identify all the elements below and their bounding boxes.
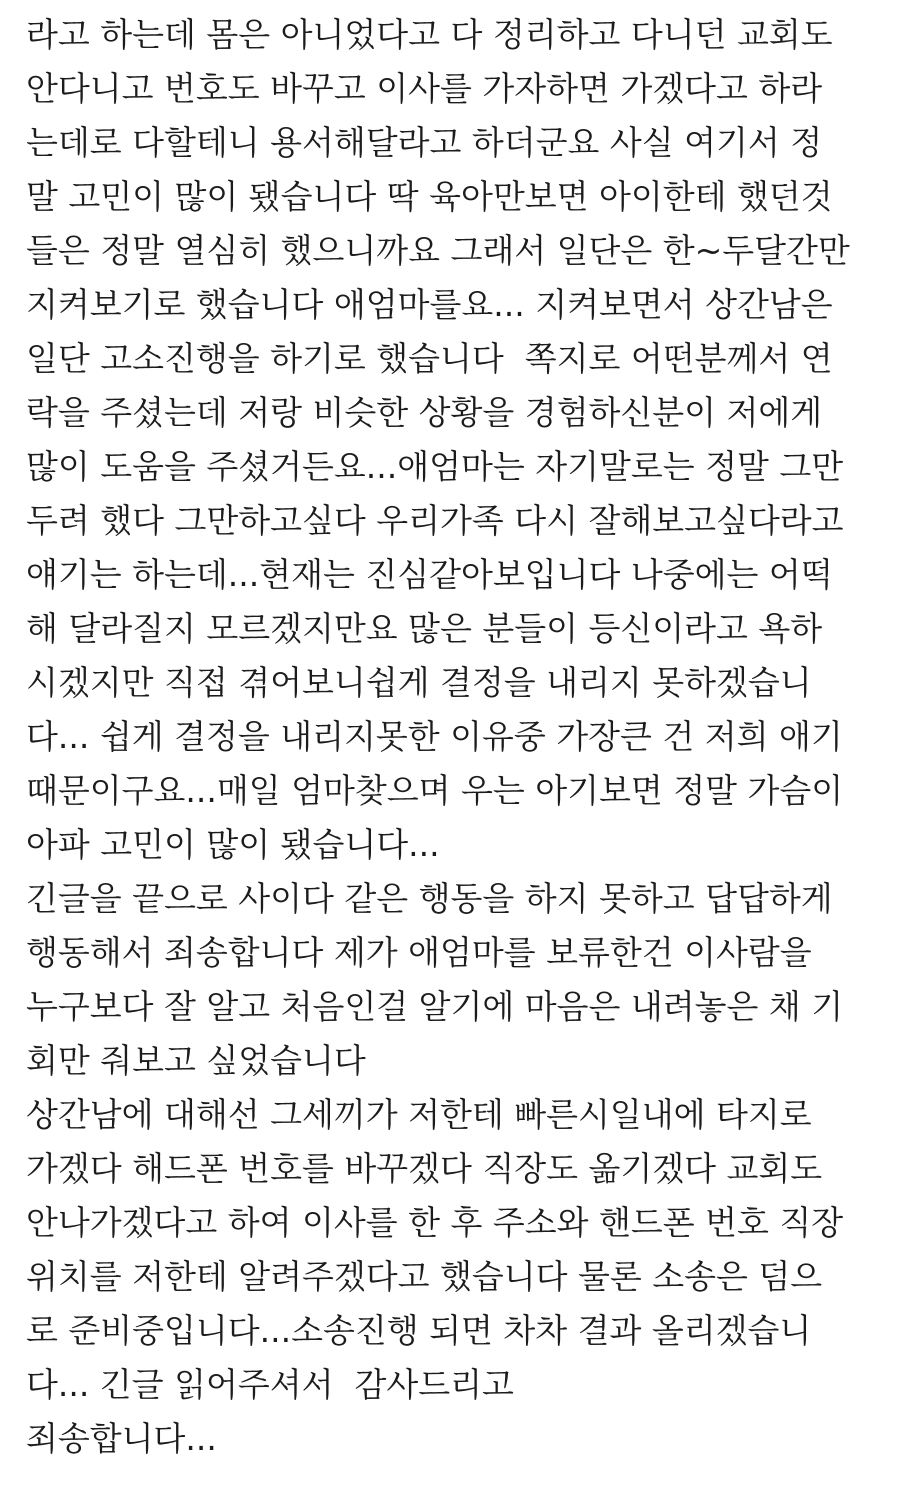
text-line: 해 달라질지 모르겠지만요 많은 분들이 등신이라고 욕하 (26, 609, 823, 648)
text-line: 안나가겠다고 하여 이사를 한 후 주소와 핸드폰 번호 직장 (26, 1203, 844, 1242)
post-body (26, 8, 886, 1466)
text-line: 다... 쉽게 결정을 내리지못한 이유중 가장큰 건 저희 애기 (26, 717, 843, 756)
text-line: 얘기는 하는데...현재는 진심같아보입니다 나중에는 어떡 (26, 555, 833, 594)
text-line: 가겠다 해드폰 번호를 바꾸겠다 직장도 옮기겠다 교회도 (26, 1149, 823, 1188)
text-line: 두려 했다 그만하고싶다 우리가족 다시 잘해보고싶다라고 (26, 501, 844, 540)
text-line: 아파 고민이 많이 됐습니다... (26, 825, 440, 864)
text-line: 위치를 저한테 알려주겠다고 했습니다 물론 소송은 덤으 (26, 1257, 823, 1296)
text-line: 때문이구요...매일 엄마찾으며 우는 아기보면 정말 가슴이 (26, 771, 844, 810)
text-line: 말 고민이 많이 됐습니다 딱 육아만보면 아이한테 했던것 (26, 177, 833, 216)
text-line: 락을 주셨는데 저랑 비슷한 상황을 경험하신분이 저에게 (26, 393, 823, 432)
text-line: 라고 하는데 몸은 아니었다고 다 정리하고 다니던 교회도 (26, 15, 833, 54)
text-line: 회만 줘보고 싶었습니다 (26, 1041, 366, 1080)
text-line: 안다니고 번호도 바꾸고 이사를 가자하면 가겠다고 하라 (26, 69, 823, 108)
text-line: 일단 고소진행을 하기로 했습니다 쪽지로 어떤분께서 연 (26, 339, 833, 378)
text-line: 들은 정말 열심히 했으니까요 그래서 일단은 한~두달간만 (26, 231, 850, 270)
text-line: 죄송합니다... (26, 1419, 217, 1458)
text-line: 로 준비중입니다...소송진행 되면 차차 결과 올리겠습니 (26, 1311, 812, 1350)
text-line: 지켜보기로 했습니다 애엄마를요... 지켜보면서 상간남은 (26, 285, 833, 324)
text-line: 많이 도움을 주셨거든요...애엄마는 자기말로는 정말 그만 (26, 447, 844, 486)
text-line: 상간남에 대해선 그세끼가 저한테 빠른시일내에 타지로 (26, 1095, 812, 1134)
text-line: 행동해서 죄송합니다 제가 애엄마를 보류한건 이사람을 (26, 933, 812, 972)
text-line: 누구보다 잘 알고 처음인걸 알기에 마음은 내려놓은 채 기 (26, 987, 844, 1026)
text-line: 긴글을 끝으로 사이다 같은 행동을 하지 못하고 답답하게 (26, 879, 833, 918)
text-line: 다... 긴글 읽어주셔서 감사드리고 (26, 1365, 514, 1404)
text-line: 는데로 다할테니 용서해달라고 하더군요 사실 여기서 정 (26, 123, 823, 162)
text-line: 시겠지만 직접 겪어보니쉽게 결정을 내리지 못하겠습니 (26, 663, 812, 702)
